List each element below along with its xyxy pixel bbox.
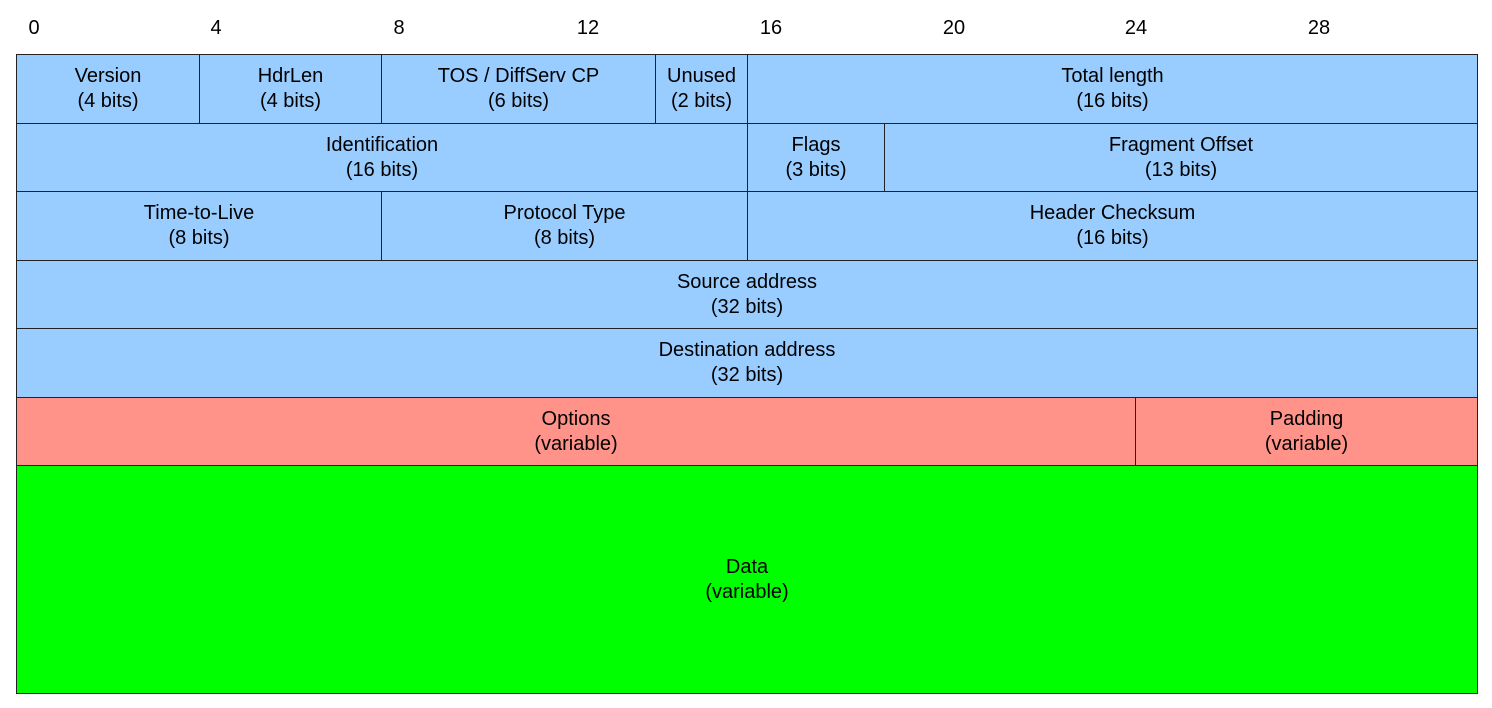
- bit-tick-24: 24: [1124, 17, 1148, 39]
- field-data-name: Data: [725, 555, 769, 578]
- bit-tick-8: 8: [393, 17, 405, 39]
- bit-tick-4: 4: [210, 17, 222, 39]
- field-tos: [381, 54, 656, 124]
- field-padding-name: Padding: [1269, 407, 1344, 430]
- field-data-size: (variable): [705, 580, 789, 603]
- field-identification-size: (16 bits): [345, 158, 419, 181]
- field-checksum-size: (16 bits): [1076, 227, 1149, 249]
- bit-tick-28: 28: [1307, 17, 1331, 39]
- field-source-address: [16, 260, 1478, 329]
- field-total-length-name: Total length: [1061, 65, 1164, 87]
- field-flags-name: Flags: [791, 133, 841, 156]
- field-identification-name: Identification: [325, 133, 439, 156]
- field-fragment-offset-size: (13 bits): [1144, 158, 1218, 181]
- field-destination-address: [16, 328, 1478, 398]
- field-flags: [747, 123, 885, 192]
- field-unused-name: Unused: [667, 65, 736, 87]
- field-hdrlen-name: HdrLen: [257, 65, 324, 87]
- field-options: [16, 397, 1136, 466]
- field-options-size: (variable): [534, 432, 618, 455]
- bit-tick-12: 12: [576, 17, 600, 39]
- bit-ruler: [0, 0, 1492, 50]
- field-data: [16, 465, 1478, 694]
- field-unused-size: (2 bits): [670, 90, 733, 112]
- field-destination-address-size: (32 bits): [710, 364, 784, 386]
- field-destination-address-name: Destination address: [658, 339, 836, 361]
- field-flags-size: (3 bits): [785, 158, 847, 181]
- field-fragment-offset: [884, 123, 1478, 192]
- field-identification: [16, 123, 748, 192]
- field-ttl: [16, 191, 382, 261]
- field-unused: [655, 54, 748, 124]
- field-options-name: Options: [541, 407, 611, 430]
- field-padding: [1135, 397, 1478, 466]
- ipv4-header-diagram: [16, 54, 1478, 694]
- field-hdrlen-size: (4 bits): [259, 90, 322, 112]
- field-padding-size: (variable): [1264, 432, 1349, 455]
- field-version: [16, 54, 200, 124]
- field-checksum-name: Header Checksum: [1029, 202, 1196, 224]
- field-protocol: [381, 191, 748, 261]
- field-fragment-offset-name: Fragment Offset: [1108, 133, 1254, 156]
- field-protocol-size: (8 bits): [533, 227, 596, 249]
- field-total-length: [747, 54, 1478, 124]
- field-source-address-name: Source address: [676, 270, 818, 293]
- field-checksum: [747, 191, 1478, 261]
- field-hdrlen: [199, 54, 382, 124]
- field-version-size: (4 bits): [77, 90, 139, 112]
- field-total-length-size: (16 bits): [1076, 90, 1149, 112]
- bit-tick-20: 20: [942, 17, 966, 39]
- field-source-address-size: (32 bits): [710, 295, 784, 318]
- field-tos-size: (6 bits): [487, 90, 550, 112]
- field-protocol-name: Protocol Type: [503, 202, 626, 224]
- field-tos-name: TOS / DiffServ CP: [437, 65, 600, 87]
- field-ttl-name: Time-to-Live: [143, 202, 255, 224]
- bit-tick-0: 0: [28, 17, 40, 39]
- field-version-name: Version: [74, 65, 142, 87]
- bit-tick-16: 16: [759, 17, 783, 39]
- field-ttl-size: (8 bits): [168, 227, 230, 249]
